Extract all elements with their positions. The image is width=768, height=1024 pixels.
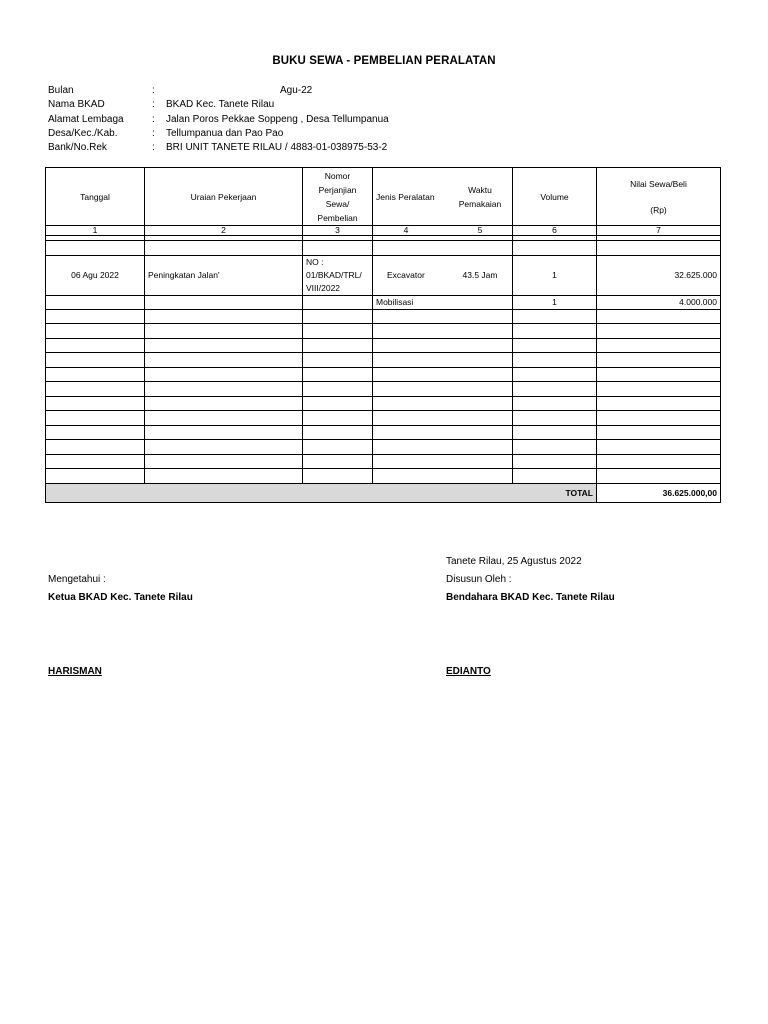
cell-volume: 1: [513, 255, 597, 295]
table-row: [46, 396, 721, 411]
meta-colon: :: [152, 85, 155, 96]
meta-label: Bulan: [48, 85, 74, 96]
cell-nomor: [303, 295, 373, 309]
column-number: 7: [597, 226, 721, 236]
left-signatory-name: HARISMAN: [48, 666, 102, 677]
meta-label: Nama BKAD: [48, 99, 105, 111]
table-row: [46, 338, 721, 353]
left-role: Ketua BKAD Kec. Tanete Rilau: [48, 592, 193, 603]
cell-jenis-waktu: [373, 255, 513, 295]
header-nilai-unit: (Rp): [650, 204, 667, 215]
cell-nomor: NO : 01/BKAD/TRL/ VIII/2022: [303, 255, 373, 295]
table-row: [46, 425, 721, 440]
table-row: [46, 353, 721, 368]
meta-value: Tellumpanua dan Pao Pao: [166, 127, 284, 139]
header-waktu: Waktu Pemakaian: [458, 184, 502, 209]
right-signatory-name: EDIANTO: [446, 666, 491, 677]
cell-waktu: 43.5 Jam: [462, 270, 498, 280]
column-number: 4: [403, 225, 409, 235]
meta-colon: :: [152, 127, 155, 139]
column-number: 5: [477, 225, 483, 235]
table-row: [46, 469, 721, 484]
column-number: 6: [513, 226, 597, 236]
total-value: 36.625.000,00: [597, 483, 721, 502]
header-nilai: [597, 168, 721, 226]
cell-uraian: Peningkatan Jalan': [145, 255, 303, 295]
table-row: [46, 255, 721, 295]
right-role: Bendahara BKAD Kec. Tanete Rilau: [446, 592, 615, 603]
meta-value: Agu-22: [280, 85, 313, 96]
meta-value: Jalan Poros Pekkae Soppeng , Desa Tellumpanua: [166, 113, 389, 125]
table-row: [46, 309, 721, 324]
table-row: [46, 367, 721, 382]
column-number-pair: [373, 226, 513, 236]
column-number-row: [46, 226, 721, 236]
cell-nilai: 32.625.000: [597, 255, 721, 295]
header-uraian: Uraian Pekerjaan: [145, 168, 303, 226]
header-jenis-waktu: [373, 168, 513, 226]
table-row: [46, 454, 721, 469]
right-caption: Disusun Oleh :: [446, 574, 512, 585]
meta-value: BRI UNIT TANETE RILAU / 4883-01-038975-53-2: [166, 142, 388, 154]
cell-volume: 1: [513, 295, 597, 309]
header-row: [46, 168, 721, 226]
meta-colon: :: [152, 113, 155, 125]
cell-tanggal: [46, 295, 145, 309]
meta-label: Desa/Kec./Kab.: [48, 127, 118, 139]
meta-value: BKAD Kec. Tanete Rilau: [166, 99, 275, 111]
meta-label: Alamat Lembaga: [48, 113, 124, 125]
cell-tanggal: 06 Agu 2022: [46, 255, 145, 295]
cell-nilai: 4.000.000: [597, 295, 721, 309]
column-number: 3: [303, 226, 373, 236]
document-title: BUKU SEWA - PEMBELIAN PERALATAN: [272, 55, 496, 67]
header-volume: Volume: [513, 168, 597, 226]
header-tanggal: Tanggal: [46, 168, 145, 226]
total-label: TOTAL: [46, 483, 597, 502]
table-row: [46, 241, 721, 256]
table-row: [46, 411, 721, 426]
table-row: [46, 295, 721, 309]
cell-jenis: Excavator: [387, 270, 425, 280]
header-jenis: Jenis Peralatan: [376, 191, 435, 202]
rental-table: [45, 167, 721, 503]
place-date: Tanete Rilau, 25 Agustus 2022: [446, 556, 582, 567]
meta-colon: :: [152, 99, 155, 111]
table-row: [46, 382, 721, 397]
table-row: [46, 324, 721, 339]
column-number: 1: [46, 226, 145, 236]
meta-label: Bank/No.Rek: [48, 142, 107, 154]
left-caption: Mengetahui :: [48, 574, 106, 585]
header-nilai-label: Nilai Sewa/Beli: [630, 178, 687, 189]
cell-jenis: Mobilisasi: [373, 295, 513, 309]
header-nomor: Nomor Perjanjian Sewa/ Pembelian: [303, 168, 373, 226]
meta-colon: :: [152, 142, 155, 154]
cell-uraian: [145, 295, 303, 309]
table-row: [46, 440, 721, 455]
column-number: 2: [145, 226, 303, 236]
total-row: [46, 483, 721, 502]
